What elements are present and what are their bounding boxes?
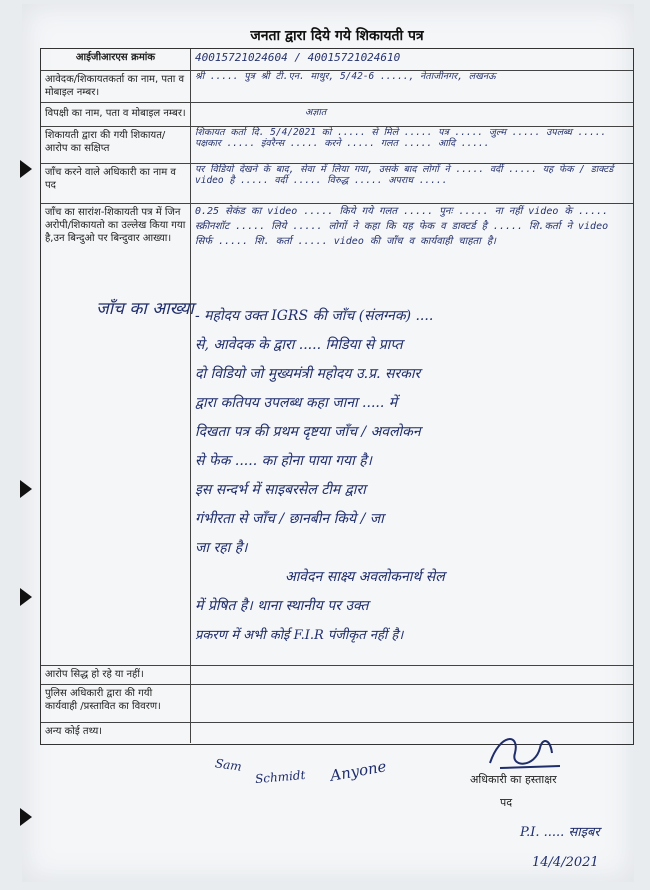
row-value	[195, 685, 629, 722]
finding-line: इस सन्दर्भ में साइबरसेल टीम द्वारा	[195, 482, 366, 498]
punch-hole-mark	[20, 808, 32, 826]
punch-hole-mark	[20, 160, 32, 178]
finding-line: प्रकरण में अभी कोई F.I.R पंजीकृत नहीं है।	[195, 628, 404, 643]
table-row	[41, 49, 633, 70]
table-row	[41, 163, 633, 203]
table-row	[41, 102, 633, 126]
table-row	[41, 684, 633, 722]
officer-post-note: P.I. ..... साइबर	[520, 825, 600, 840]
finding-line: - महोदय उक्त IGRS की जाँच (संलग्नक) ....	[195, 308, 434, 324]
officer-post-label: पद	[500, 796, 513, 809]
punch-hole-mark	[20, 588, 32, 606]
signature-scribble: Schmidt	[254, 767, 306, 787]
row-value: अज्ञात	[305, 107, 327, 118]
row-label: पुलिस अधिकारी द्वारा की गयी कार्यवाही /प्रस्तावित का विवरण।	[41, 685, 191, 722]
finding-heading: जाँच का आख्या	[96, 299, 194, 319]
finding-line: से फेक ..... का होना पाया गया है।	[195, 453, 372, 469]
row-label: आवेदक/शिकायतकर्ता का नाम, पता व मोबाइल नम्बर।	[41, 71, 191, 102]
finding-line: जा रहा है।	[195, 540, 248, 556]
table-row	[41, 126, 633, 163]
row-value: श्री ..... पुत्र श्री टी.एन. माथुर, 5/42-6 ....., नेताजीनगर, लखनऊ	[195, 71, 496, 82]
punch-hole-mark	[20, 480, 32, 498]
officer-signature-label: अधिकारी का हस्ताक्षर	[470, 773, 557, 786]
finding-line: से, आवेदक के द्वारा ..... मिडिया से प्राप्त	[195, 337, 403, 353]
signature-scribble: Sam	[214, 756, 243, 774]
signature-scribble: Anyone	[328, 757, 388, 785]
row-value: शिकायत कर्ता दि. 5/4/2021 को ..... से मिले ..... पत्र ..... जुल्म ..... उपलब्ध ..... पक्षकार ..... इंवरैन्स ..... करने ..... गलत ..... आदि .....	[195, 127, 607, 149]
finding-line: दिखता पत्र की प्रथम दृष्टया जाँच / अवलोकन	[195, 424, 421, 440]
row-value: 0.25 सेकंड का video ..... किये गये गलत ..... पुनः ..... ना नहीं video के ..... स्क्रीनशॉट ..... लिये ..... लोगों ने कहा कि यह फेक व डाक्टर्ड है ..... शि.कर्ता ने video सिर्फ ..... शि. कर्ता ..... video की जाँच व कार्यवाही चाहता है।	[195, 206, 609, 247]
finding-line: द्वारा कतिपय उपलब्ध कहा जाना ..... में	[195, 395, 398, 411]
row-label: अन्य कोई तथ्य।	[41, 723, 191, 743]
row-label: आरोप सिद्ध हो रहे या नहीं।	[41, 666, 191, 684]
signature-date: 14/4/2021	[532, 855, 599, 870]
page-title: जनता द्वारा दिये गये शिकायती पत्र	[250, 28, 424, 44]
table-row	[41, 665, 633, 684]
row-value	[195, 666, 629, 684]
row-value: 40015721024604 / 40015721024610	[195, 51, 401, 64]
row-value: पर विडियो देखने के बाद, सेवा में लिया गया, उसके बाद लोगों ने ..... वर्दी ..... यह फेक / डाक्टर्ड video है ..... वर्दी ..... विरुद्ध ..... अपराध .....	[195, 164, 614, 186]
finding-line: गंभीरता से जाँच / छानबीन किये / जा	[195, 511, 384, 527]
row-label: आईजीआरएस क्रमांक	[41, 49, 191, 70]
handwritten-finding	[195, 302, 635, 650]
finding-line: आवेदन साक्ष्य अवलोकनार्थ सेल	[285, 569, 445, 585]
officer-signature-mark	[480, 728, 570, 778]
finding-line: दो विडियो जो मुख्यमंत्री महोदय उ.प्र. सरकार	[195, 366, 421, 382]
row-label: जाँच का सारांश-शिकायती पत्र में जिन अरोपी/शिकायतो का उल्लेख किया गया है,उन बिन्दुओ पर बिन्दुवार आख्या।	[41, 204, 191, 665]
table-row	[41, 70, 633, 102]
finding-line: में प्रेषित है। थाना स्थानीय पर उक्त	[195, 598, 369, 614]
row-label: जाँच करने वाले अधिकारी का नाम व पद	[41, 164, 191, 203]
row-label: शिकायती द्वारा की गयी शिकायत/ आरोप का सक्षिप्त	[41, 127, 191, 163]
row-label: विपक्षी का नाम, पता व मोबाइल नम्बर।	[41, 103, 191, 126]
